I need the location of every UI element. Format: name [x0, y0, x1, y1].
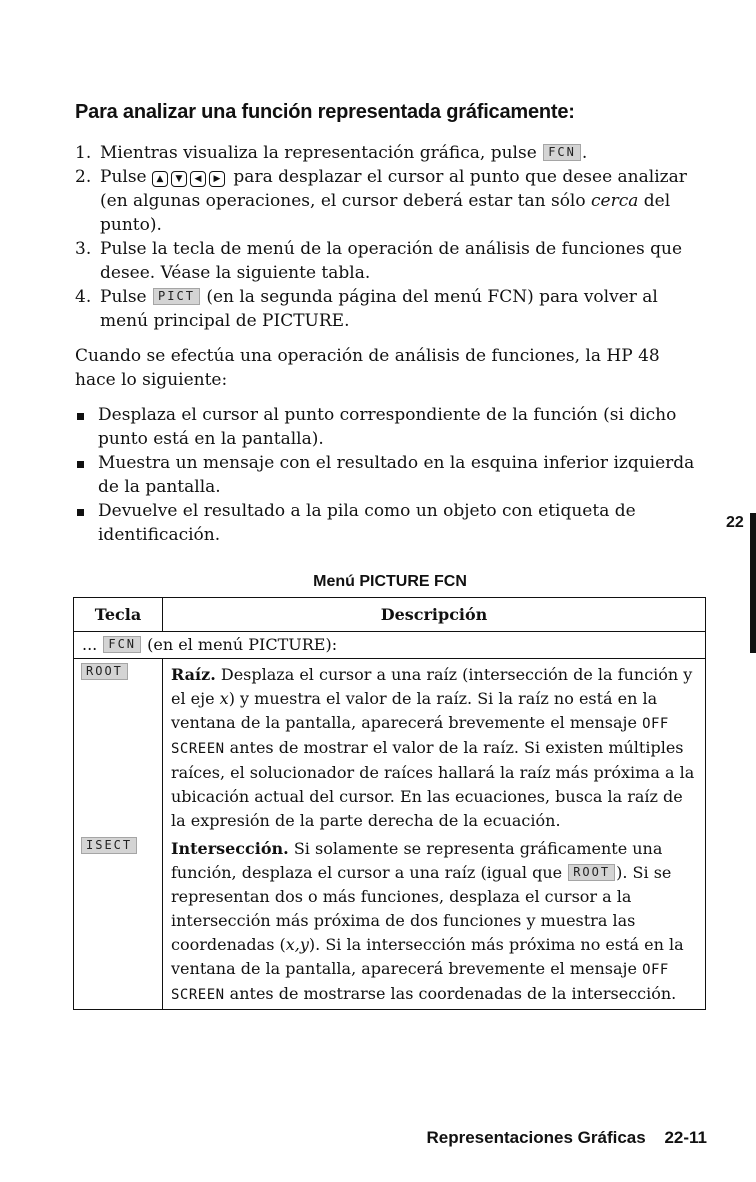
desc-text: ). Si se representan dos o más funciones, desplaza el cursor a la intersección más próxima de dos funciones y muestra las coordenadas (: [171, 863, 672, 954]
desc-term: Intersección.: [171, 839, 289, 858]
step-text: Pulse: [100, 167, 147, 187]
desc-text: Si solamente se representa gráficamente una función, desplaza el cursor a una raíz (igual que: [171, 839, 663, 882]
desc-text: Desplaza el cursor a una raíz (intersección de la función y el eje: [171, 665, 693, 708]
step-number: 2.: [75, 167, 92, 187]
up-arrow-key-icon: ▲: [152, 171, 168, 187]
table-row: [74, 833, 706, 1010]
fcn-menu-table: [73, 597, 706, 1010]
bullet-item: [75, 499, 705, 547]
step-text: para desplazar el cursor al punto que desee analizar (en algunas operaciones, el cursor deberá estar tan sólo: [100, 167, 687, 211]
square-bullet-icon: [77, 509, 84, 516]
page-footer: [427, 1128, 708, 1148]
section-heading: Para analizar una función representada gráficamente:: [75, 101, 575, 123]
step-text-end: (en la segunda página del menú FCN) para volver al menú principal de PICTURE.: [100, 287, 658, 331]
bullet-item: [75, 451, 705, 499]
desc-term: Raíz.: [171, 665, 216, 684]
step-item: [75, 237, 705, 285]
left-arrow-key-icon: ◀: [190, 171, 206, 187]
table-header-row: [74, 598, 706, 632]
step-emphasis: cerca: [591, 191, 639, 211]
desc-text: ) y muestra el valor de la raíz. Si la raíz no está en la ventana de la pantalla, aparecerá brevemente el mensaje: [171, 689, 658, 732]
desc-text: ). Si la intersección más próxima no está en la ventana de la pantalla, aparecerá brevemente el mensaje: [171, 935, 684, 978]
chapter-tab-number: 22: [726, 514, 744, 531]
bullet-item: [75, 403, 705, 451]
isect-softkey: ISECT: [81, 837, 137, 854]
bullet-text: Devuelve el resultado a la pila como un objeto con etiqueta de identificación.: [98, 501, 636, 545]
header-description: Descripción: [163, 598, 706, 632]
step-item: [75, 285, 705, 333]
desc-text: antes de mostrar el valor de la raíz. Si existen múltiples raíces, el solucionador de raíces hallará la raíz más próxima a la ubicación actual del cursor. En las ecuaciones, busca la raíz de la expresión de la parte derecha de la ecuación.: [171, 738, 695, 830]
ellipsis: ...: [82, 635, 98, 654]
description-cell: [163, 659, 706, 834]
chapter-tab-bar: [750, 513, 756, 653]
pict-softkey: PICT: [153, 288, 200, 305]
step-item: [75, 165, 705, 237]
page-number: 22-11: [664, 1128, 707, 1147]
down-arrow-key-icon: ▼: [171, 171, 187, 187]
steps-list: [75, 141, 705, 333]
span-text: (en el menú PICTURE):: [147, 635, 338, 654]
header-key: Tecla: [74, 598, 163, 632]
footer-title: Representaciones Gráficas: [426, 1128, 646, 1147]
description-cell: [163, 833, 706, 1010]
step-text-end: .: [581, 143, 588, 163]
key-cell: [74, 833, 163, 1010]
coords: x,y: [285, 935, 309, 954]
table-title: Menú PICTURE FCN: [313, 573, 467, 590]
step-text: Mientras visualiza la representación gráfica, pulse: [100, 143, 537, 163]
desc-text: antes de mostrarse las coordenadas de la intersección.: [229, 984, 677, 1003]
root-softkey: ROOT: [568, 864, 615, 881]
square-bullet-icon: [77, 413, 84, 420]
step-item: [75, 141, 705, 165]
bullet-text: Desplaza el cursor al punto correspondiente de la función (si dicho punto está en la pantalla).: [98, 405, 677, 449]
var-x: x: [219, 689, 229, 708]
span-cell: [74, 632, 706, 659]
square-bullet-icon: [77, 461, 84, 468]
step-number: 3.: [75, 239, 92, 259]
fcn-softkey: FCN: [543, 144, 581, 161]
key-cell: [74, 659, 163, 834]
step-number: 1.: [75, 143, 92, 163]
message-text: OFF SCREEN: [171, 962, 669, 1003]
message-text: OFF SCREEN: [171, 716, 669, 757]
step-text-end: del punto).: [100, 191, 671, 235]
right-arrow-key-icon: ▶: [209, 171, 225, 187]
bullet-text: Muestra un mensaje con el resultado en la esquina inferior izquierda de la pantalla.: [98, 453, 695, 497]
table-span-row: [74, 632, 706, 659]
fcn-softkey: FCN: [103, 636, 141, 653]
table-row: [74, 659, 706, 834]
intro-paragraph: Cuando se efectúa una operación de análisis de funciones, la HP 48 hace lo siguiente:: [75, 346, 660, 390]
step-number: 4.: [75, 287, 92, 307]
step-text: Pulse: [100, 287, 147, 307]
step-text: Pulse la tecla de menú de la operación de análisis de funciones que desee. Véase la siguiente tabla.: [100, 239, 683, 283]
root-softkey: ROOT: [81, 663, 128, 680]
bullet-list: [75, 403, 705, 547]
